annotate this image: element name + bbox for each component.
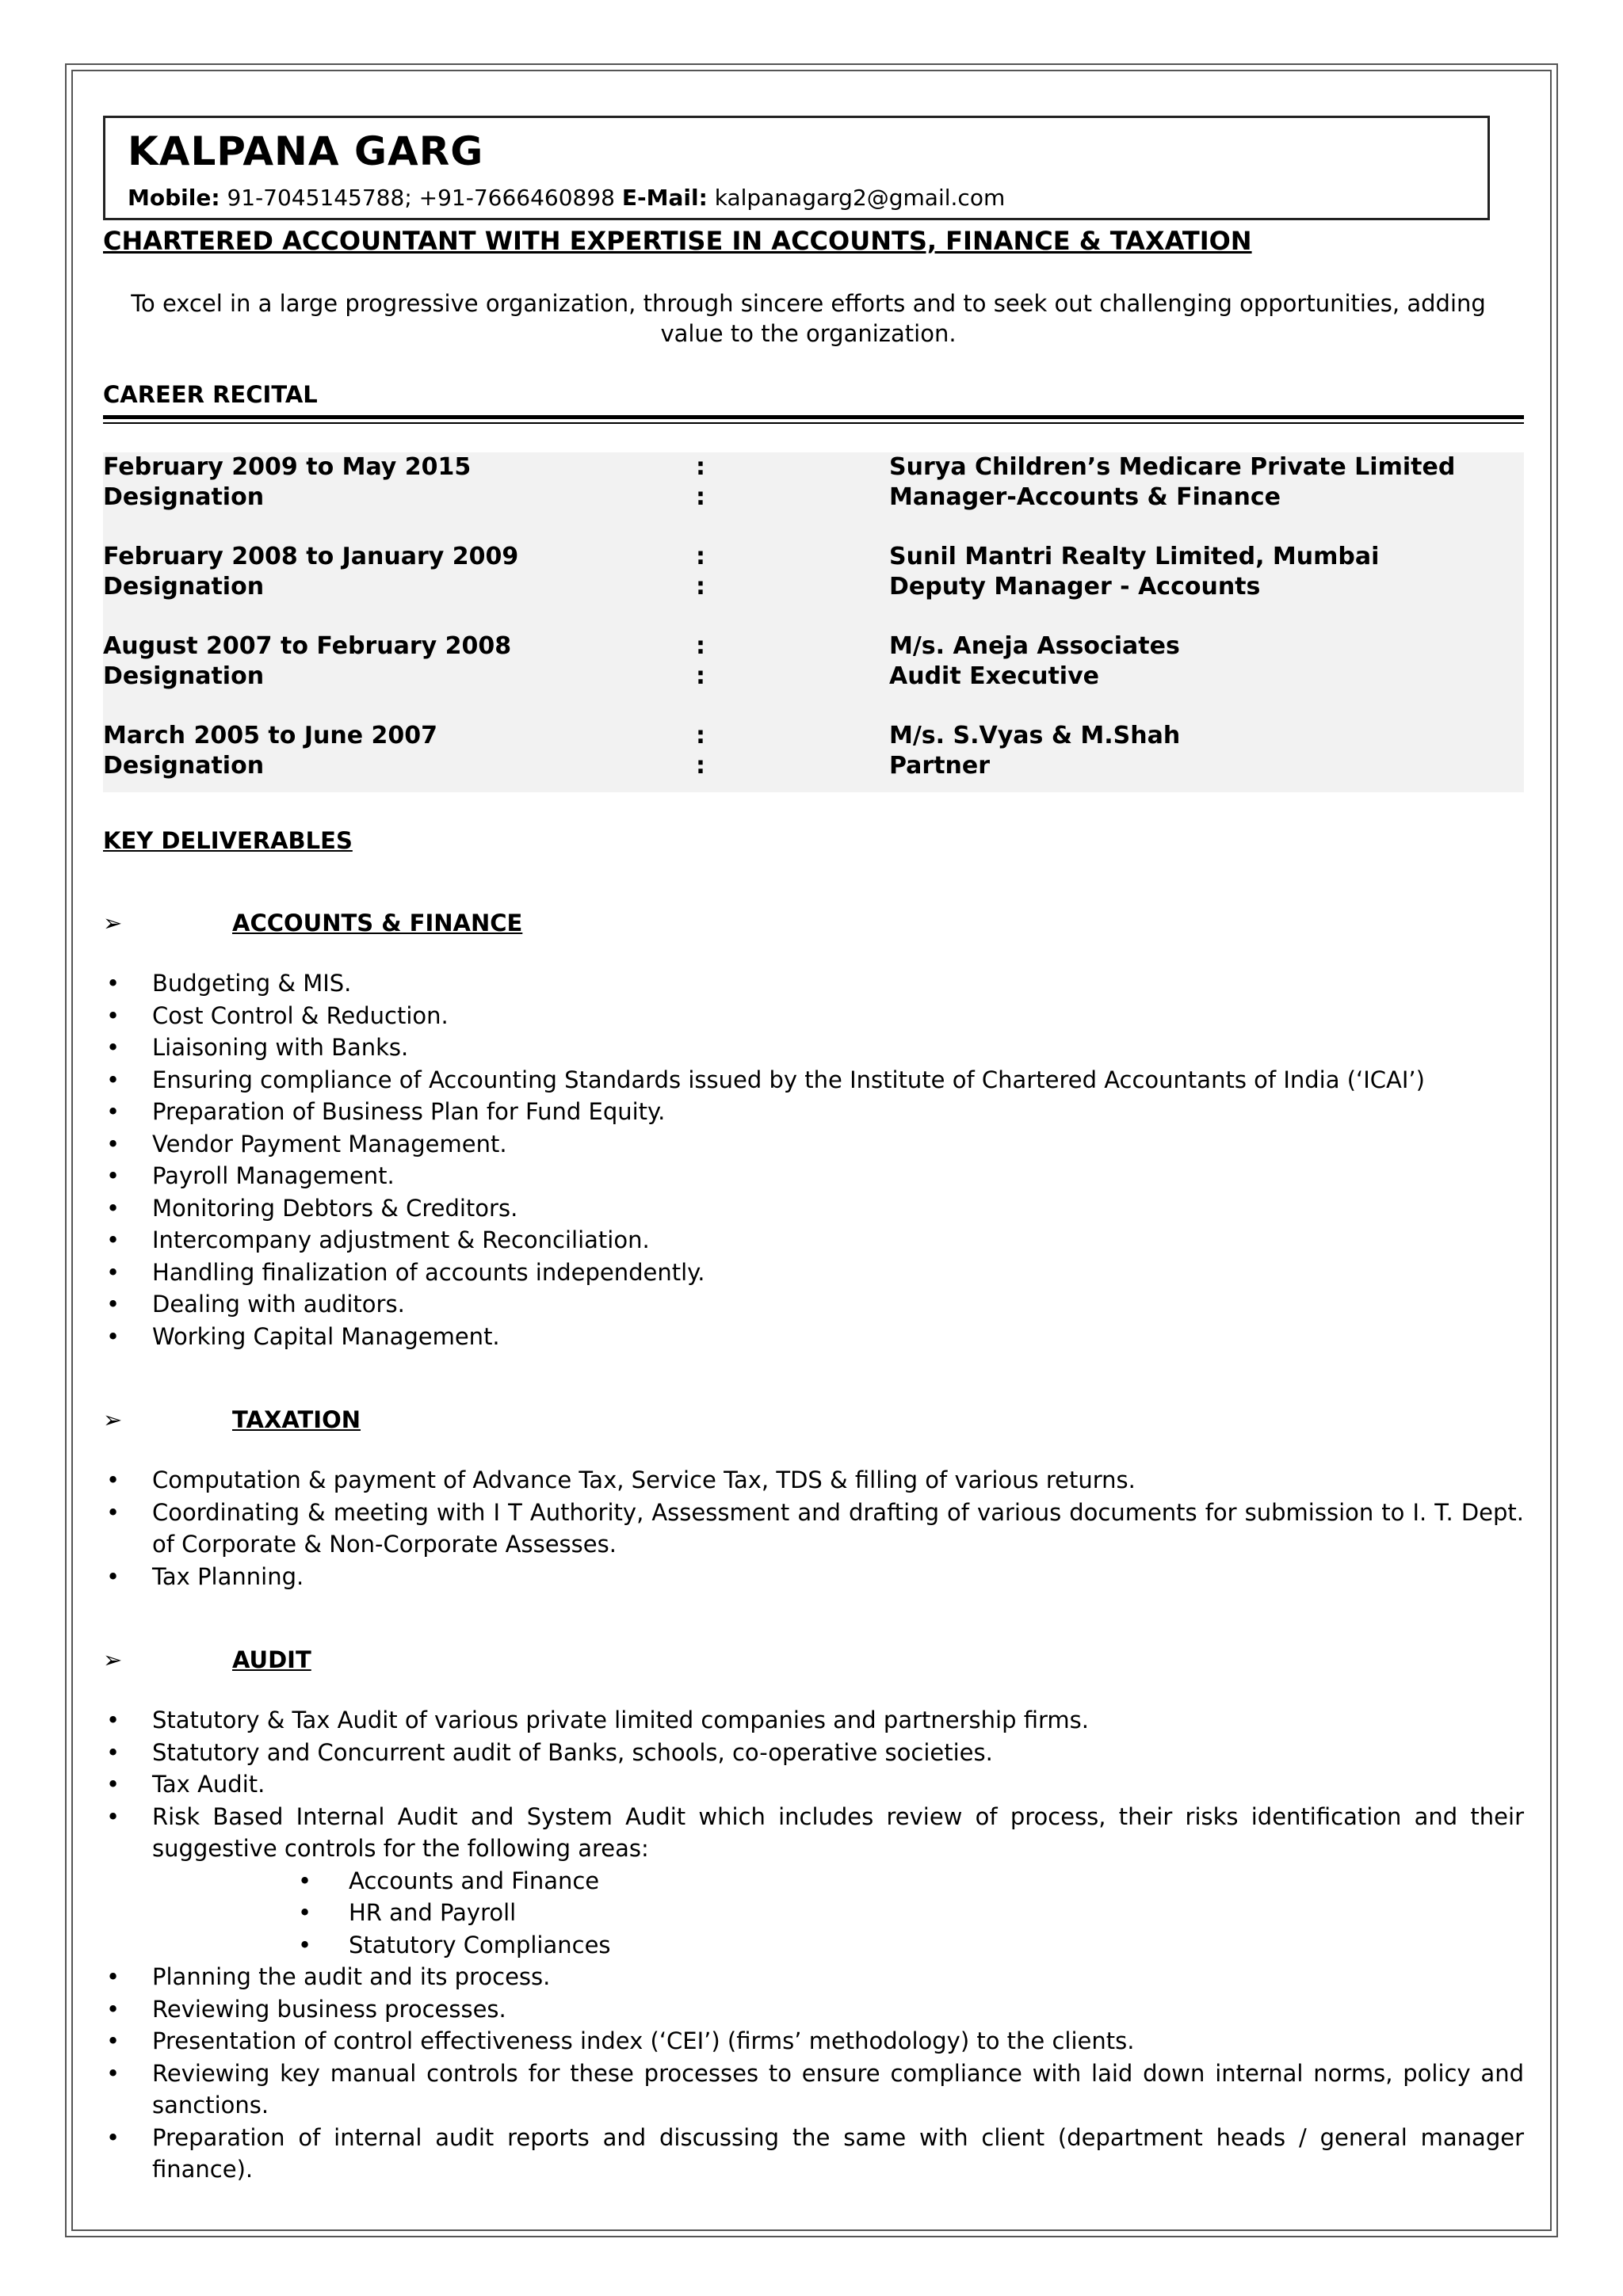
period-row-separator: : bbox=[696, 543, 705, 570]
accounts-list bbox=[103, 967, 1524, 1352]
list-item: • Monitoring Debtors & Creditors. bbox=[103, 1192, 1524, 1225]
list-item: • Accounts and Finance bbox=[103, 1865, 1524, 1897]
audit-areas bbox=[103, 1865, 1524, 1962]
designation-row-value: Deputy Manager - Accounts bbox=[889, 573, 1261, 601]
section-divider-thick bbox=[103, 415, 1524, 419]
period-row bbox=[103, 721, 1524, 751]
period-row-value: Surya Children’s Medicare Private Limited bbox=[889, 453, 1456, 481]
designation-row-value: Partner bbox=[889, 752, 991, 780]
subsection-taxation bbox=[103, 1405, 1524, 1435]
list-item: • Planning the audit and its process. bbox=[103, 1961, 1524, 1993]
list-item: • Coordinating & meeting with I T Authority, Assessment and drafting of various documents for submission to I. T. Dept. of Corporate & Non-Corporate Assesses. bbox=[103, 1497, 1524, 1561]
career-entry bbox=[103, 631, 1524, 692]
contact-line bbox=[128, 185, 1487, 212]
designation-row-separator: : bbox=[696, 752, 705, 780]
list-item: • Computation & payment of Advance Tax, Service Tax, TDS & filling of various returns. bbox=[103, 1464, 1524, 1497]
email-value: kalpanagarg2@gmail.com bbox=[714, 185, 1006, 211]
resume-content bbox=[103, 116, 1524, 2186]
list-item: • Tax Audit. bbox=[103, 1768, 1524, 1801]
audit-list bbox=[103, 1704, 1524, 2186]
period-row-separator: : bbox=[696, 632, 705, 660]
list-item: • Working Capital Management. bbox=[103, 1321, 1524, 1353]
taxation-list bbox=[103, 1464, 1524, 1592]
period-row-separator: : bbox=[696, 453, 705, 481]
period-row-value: M/s. S.Vyas & M.Shah bbox=[889, 722, 1181, 749]
subsection-title: ACCOUNTS & FINANCE bbox=[232, 910, 523, 936]
header-box bbox=[103, 116, 1490, 220]
career-recital-title: CAREER RECITAL bbox=[103, 381, 318, 408]
candidate-name: KALPANA GARG bbox=[128, 128, 484, 174]
designation-row-separator: : bbox=[696, 483, 705, 511]
list-item: • Tax Planning. bbox=[103, 1561, 1524, 1593]
period-row-label: February 2009 to May 2015 bbox=[103, 453, 472, 481]
career-entry bbox=[103, 452, 1524, 513]
list-item: • Reviewing business processes. bbox=[103, 1993, 1524, 2026]
period-row-label: March 2005 to June 2007 bbox=[103, 722, 437, 749]
career-objective: To excel in a large progressive organization, through sincere efforts and to seek out challenging opportunities, adding value to the organization. bbox=[131, 290, 1486, 347]
period-row bbox=[103, 452, 1524, 482]
period-row-value: M/s. Aneja Associates bbox=[889, 632, 1180, 660]
list-item: • Statutory & Tax Audit of various private limited companies and partnership firms. bbox=[103, 1704, 1524, 1737]
period-row-separator: : bbox=[696, 722, 705, 749]
list-item: • HR and Payroll bbox=[103, 1897, 1524, 1929]
subsection-audit bbox=[103, 1645, 1524, 1675]
section-divider-thin bbox=[103, 422, 1524, 424]
list-item: • Reviewing key manual controls for these processes to ensure compliance with laid down internal norms, policy and sanctions. bbox=[103, 2058, 1524, 2122]
period-row-label: February 2008 to January 2009 bbox=[103, 543, 519, 570]
period-row-label: August 2007 to February 2008 bbox=[103, 632, 512, 660]
designation-row-value: Audit Executive bbox=[889, 662, 1099, 690]
list-item: • Payroll Management. bbox=[103, 1160, 1524, 1192]
career-entry bbox=[103, 721, 1524, 781]
designation-row-label: Designation bbox=[103, 573, 265, 601]
designation-row bbox=[103, 662, 1524, 692]
list-item: • Preparation of internal audit reports and discussing the same with client (department heads / general manager finance). bbox=[103, 2122, 1524, 2186]
list-item: • Risk Based Internal Audit and System Audit which includes review of process, their risks identification and their suggestive controls for the following areas: bbox=[103, 1801, 1524, 1865]
subsection-accounts bbox=[103, 908, 1524, 938]
list-item: • Dealing with auditors. bbox=[103, 1288, 1524, 1321]
designation-row-label: Designation bbox=[103, 662, 265, 690]
arrow-bullet-icon: ➢ bbox=[103, 1406, 123, 1433]
designation-row bbox=[103, 572, 1524, 602]
audit-areas-list bbox=[103, 1865, 1524, 1962]
key-deliverables-title: KEY DELIVERABLES bbox=[103, 827, 353, 854]
list-item: • Statutory Compliances bbox=[103, 1929, 1524, 1962]
list-item: • Intercompany adjustment & Reconciliation. bbox=[103, 1224, 1524, 1257]
career-table bbox=[103, 452, 1524, 792]
subsection-title: AUDIT bbox=[232, 1646, 311, 1673]
career-entry bbox=[103, 542, 1524, 602]
list-item: • Handling finalization of accounts independently. bbox=[103, 1257, 1524, 1289]
period-row bbox=[103, 542, 1524, 572]
designation-row-value: Manager-Accounts & Finance bbox=[889, 483, 1281, 511]
professional-headline: CHARTERED ACCOUNTANT WITH EXPERTISE IN ACCOUNTS, FINANCE & TAXATION bbox=[103, 226, 1252, 256]
email-label: E-Mail: bbox=[621, 185, 708, 211]
subsection-title: TAXATION bbox=[232, 1406, 361, 1433]
list-item: • Liaisoning with Banks. bbox=[103, 1032, 1524, 1064]
designation-row bbox=[103, 751, 1524, 781]
mobile-label: Mobile: bbox=[128, 185, 220, 211]
designation-row bbox=[103, 482, 1524, 513]
arrow-bullet-icon: ➢ bbox=[103, 910, 123, 936]
list-item: • Vendor Payment Management. bbox=[103, 1128, 1524, 1161]
designation-row-label: Designation bbox=[103, 483, 265, 511]
list-item: • Budgeting & MIS. bbox=[103, 967, 1524, 1000]
list-item: • Statutory and Concurrent audit of Banks, schools, co-operative societies. bbox=[103, 1737, 1524, 1769]
mobile-value: 91-7045145788; +91-7666460898 bbox=[227, 185, 615, 211]
list-item: • Ensuring compliance of Accounting Standards issued by the Institute of Chartered Accountants of India (‘ICAI’) bbox=[103, 1064, 1524, 1097]
list-item: • Preparation of Business Plan for Fund Equity. bbox=[103, 1096, 1524, 1128]
period-row bbox=[103, 631, 1524, 662]
list-item: • Cost Control & Reduction. bbox=[103, 1000, 1524, 1032]
designation-row-separator: : bbox=[696, 662, 705, 690]
arrow-bullet-icon: ➢ bbox=[103, 1646, 123, 1673]
list-item: • Presentation of control effectiveness index (‘CEI’) (firms’ methodology) to the clients. bbox=[103, 2025, 1524, 2058]
period-row-value: Sunil Mantri Realty Limited, Mumbai bbox=[889, 543, 1380, 570]
designation-row-label: Designation bbox=[103, 752, 265, 780]
designation-row-separator: : bbox=[696, 573, 705, 601]
